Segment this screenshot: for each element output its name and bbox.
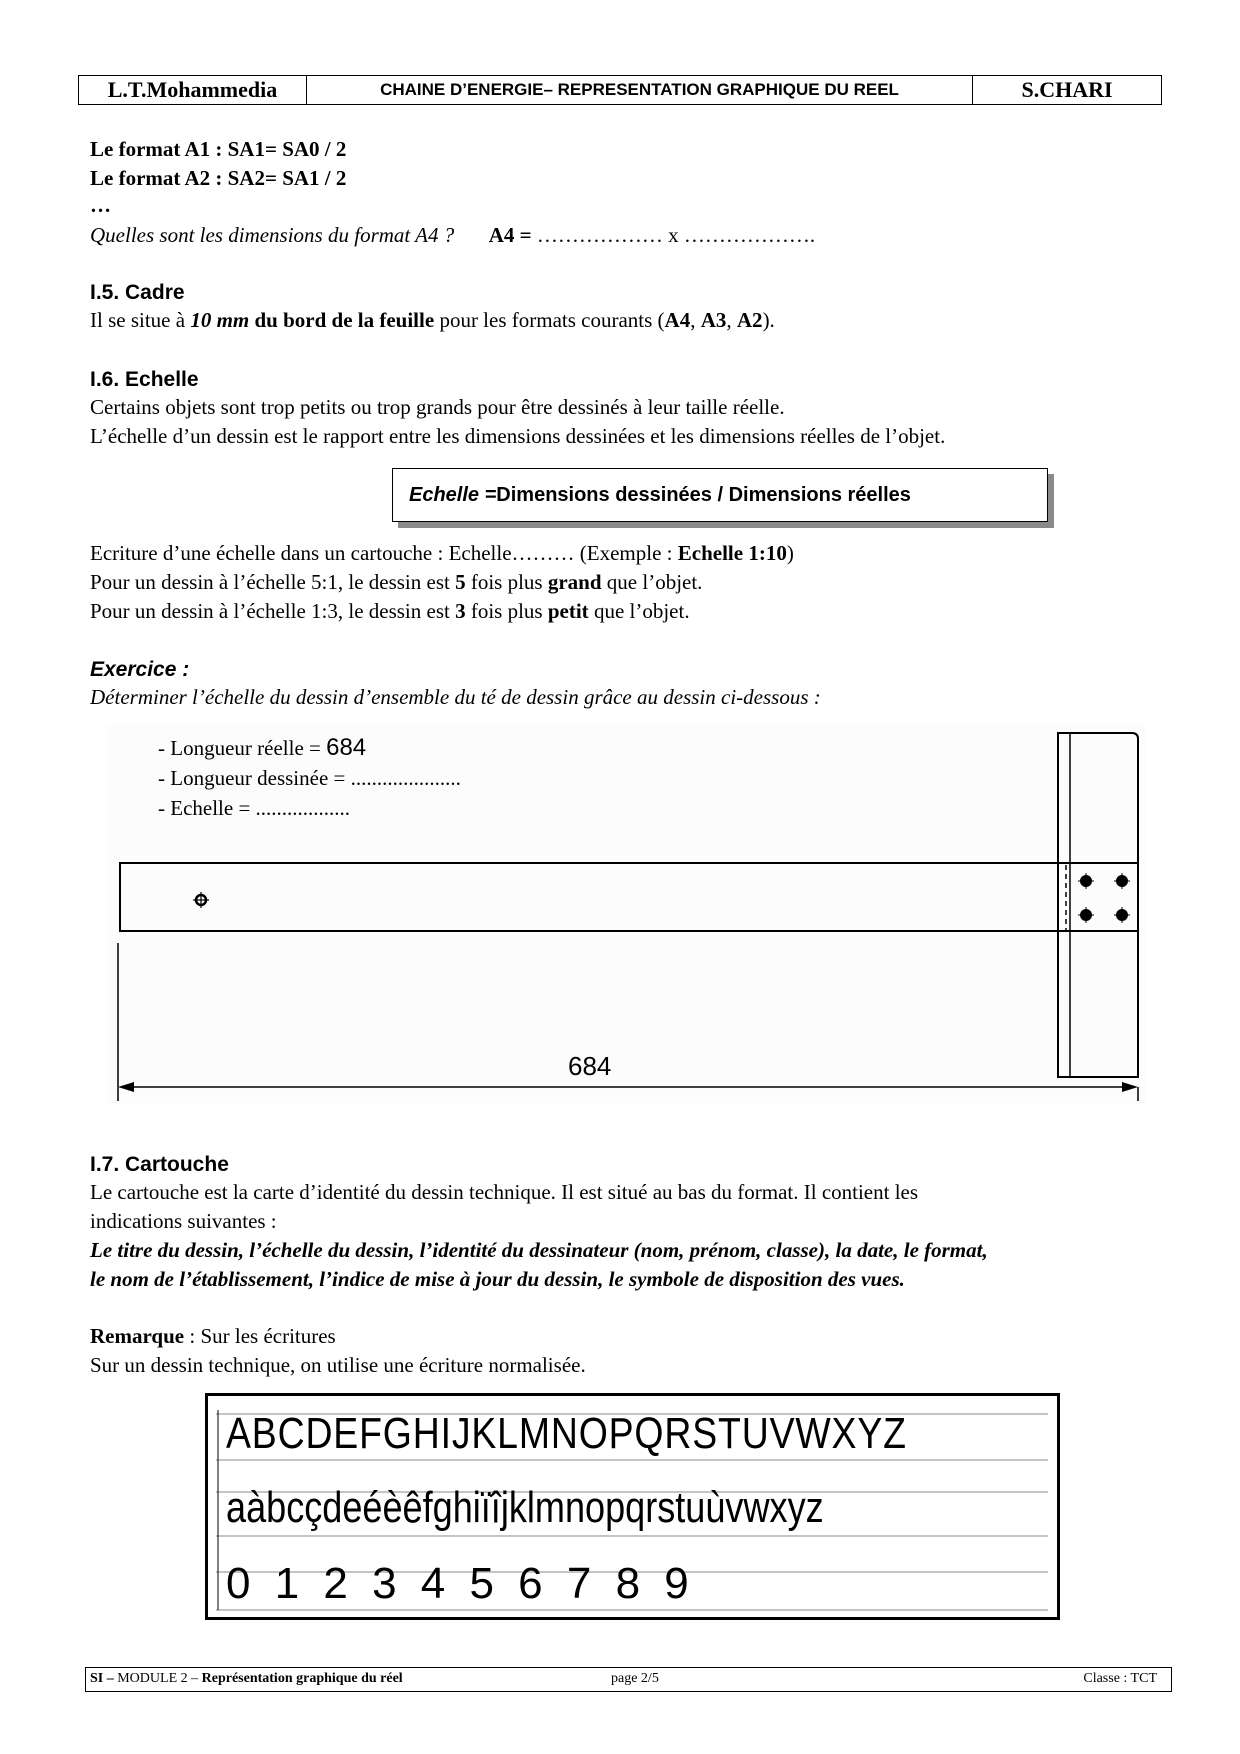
format-a1: Le format A1 : SA1= SA0 / 2: [90, 137, 347, 161]
longueur-reelle-label: - Longueur réelle =: [158, 736, 327, 760]
remarque-p1: Sur un dessin technique, on utilise une écriture normalisée.: [90, 1353, 586, 1377]
cadre-text: [90, 306, 775, 335]
footer-module: [90, 1671, 403, 1687]
header-author: S.CHARI: [1021, 77, 1113, 102]
footer-classe: Classe : TCT: [1083, 1671, 1157, 1686]
echelle-writing: [90, 539, 794, 568]
e2a: Pour un dessin à l’échelle 1:3, le dessin est: [90, 599, 456, 623]
header-title: CHAINE D’ENERGIE– REPRESENTATION GRAPHIQUE DU REEL: [307, 76, 973, 104]
e1e: que l’objet.: [601, 570, 703, 594]
echelle-heading: I.6. Echelle: [90, 368, 199, 391]
exercice-instruction: Déterminer l’échelle du dessin d’ensemble du té de dessin grâce au dessin ci-dessous :: [90, 685, 821, 709]
cadre-t4: pour les formats courants (: [434, 308, 665, 332]
formula-rhs: Dimensions dessinées / Dimensions réelles: [496, 483, 911, 506]
a4-blank: ……………… x ……………….: [531, 223, 816, 247]
footer-si: SI –: [90, 1671, 114, 1686]
cartouche-p2: indications suivantes :: [90, 1209, 277, 1233]
cadre-t1: Il se situe à: [90, 308, 191, 332]
exercice-heading: Exercice :: [90, 658, 190, 681]
a4-label: A4 =: [488, 223, 532, 247]
echelle-example: Echelle 1:10: [677, 541, 787, 565]
echelle-ex2: [90, 597, 690, 626]
cadre-t6: ,: [690, 308, 701, 332]
footer-page: page 2/5: [611, 1671, 659, 1686]
cartouche-p1: Le cartouche est la carte d’identité du dessin technique. Il est situé au bas du format. Il contient les: [90, 1180, 919, 1204]
e1b: 5: [455, 570, 466, 594]
echelle-ex1: [90, 568, 702, 597]
lettering-sample: [205, 1393, 1060, 1620]
longueur-reelle-value: 684: [326, 734, 367, 761]
cartouche-b2: le nom de l’établissement, l’indice de mise à jour du dessin, le symbole de disposition des vues.: [90, 1267, 905, 1291]
e1c: fois plus: [465, 570, 548, 594]
cadre-t8: ,: [726, 308, 737, 332]
dimension-value: 684: [568, 1051, 612, 1081]
cartouche-b1: Le titre du dessin, l’échelle du dessin, l’identité du dessinateur (nom, prénom, classe), la date, le format,: [90, 1238, 988, 1262]
echelle-formula-box: [392, 468, 1048, 522]
e2d: petit: [547, 599, 589, 623]
echelle-blank: - Echelle = ..................: [158, 796, 351, 820]
cadre-10mm: 10 mm: [190, 308, 250, 332]
cadre-t10: ).: [762, 308, 775, 332]
e2c: fois plus: [465, 599, 548, 623]
lettering-upper: ABCDEFGHIJKLMNOPQRSTUVWXYZ: [226, 1409, 907, 1458]
header-school: L.T.Mohammedia: [79, 76, 307, 104]
footer: [85, 1667, 1172, 1692]
a4-question-line: [90, 221, 815, 250]
echelle-w3: ): [786, 541, 794, 565]
ellipsis: …: [90, 193, 111, 217]
format-a2: Le format A2 : SA2= SA1 / 2: [90, 166, 347, 190]
arrow-right: [1122, 1082, 1138, 1092]
arrow-left: [118, 1082, 134, 1092]
header-table: [78, 75, 1162, 105]
echelle-p1: Certains objets sont trop petits ou trop grands pour être dessinés à leur taille réelle.: [90, 395, 785, 419]
longueur-dessinee: - Longueur dessinée = .....................: [158, 766, 461, 790]
footer-subject: Représentation graphique du réel: [201, 1671, 403, 1686]
echelle-w1: Ecriture d’une échelle dans un cartouche : Echelle……… (Exemple :: [90, 541, 678, 565]
e1a: Pour un dessin à l’échelle 5:1, le dessin est: [90, 570, 456, 594]
cadre-a2: A2: [736, 308, 763, 332]
lettering-digits: 0 1 2 3 4 5 6 7 8 9: [226, 1559, 695, 1608]
remarque-label: Remarque: [90, 1324, 185, 1348]
cartouche-heading: I.7. Cartouche: [90, 1153, 229, 1176]
remarque-rest: : Sur les écritures: [184, 1324, 336, 1348]
blade: [120, 863, 1138, 931]
e1d: grand: [547, 570, 602, 594]
cadre-a4: A4: [664, 308, 691, 332]
e2b: 3: [455, 599, 466, 623]
a4-question: Quelles sont les dimensions du format A4 ?: [90, 223, 455, 247]
cadre-a3: A3: [700, 308, 727, 332]
formula-lhs: Echelle =: [409, 483, 497, 506]
t-square-figure: [108, 725, 1146, 1103]
footer-module-text: MODULE 2 –: [113, 1671, 202, 1686]
lettering-lower: aàbcçdeéèêfghiïîjklmnopqrstuùvwxyz: [226, 1483, 824, 1532]
cadre-bord: du bord de la feuille: [249, 308, 435, 332]
echelle-p2: L’échelle d’un dessin est le rapport entre les dimensions dessinées et les dimensions réelles de l’objet.: [90, 424, 946, 448]
cadre-heading: I.5. Cadre: [90, 281, 185, 304]
t-square-drawing: [108, 725, 1146, 1103]
remarque-line: [90, 1322, 336, 1351]
e2e: que l’objet.: [588, 599, 690, 623]
